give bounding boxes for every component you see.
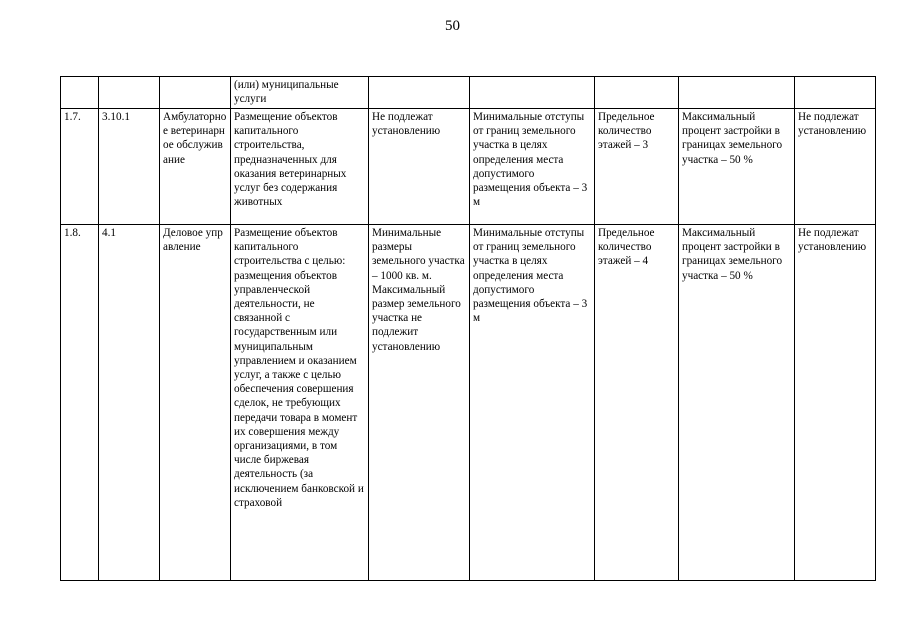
table-row bbox=[61, 109, 876, 225]
table-row bbox=[61, 225, 876, 581]
cell-description: Размещение объектов капитального строительства с целью: размещения объектов управленческой деятельности, не связанной с государственным или муниципальным управлением и оказанием услуг, а также с целью обеспечения совершения сделок, не требующих передачи товара в момент их совершения между организациями, в том числе биржевая деятельность (за исключением банковской и страховой bbox=[231, 225, 369, 581]
cell-setbacks bbox=[470, 77, 595, 109]
cell-name bbox=[160, 77, 231, 109]
cell-setbacks: Минимальные отступы от границ земельного участка в целях определения места допустимого размещения объекта – 3 м bbox=[470, 225, 595, 581]
table-row-continuation bbox=[61, 77, 876, 109]
cell-plot-size: Минимальные размеры земельного участка – 1000 кв. м. Максимальный размер земельного участка не подлежит установлению bbox=[369, 225, 470, 581]
cell-other: Не подлежат установлению bbox=[795, 109, 876, 225]
cell-coverage bbox=[679, 77, 795, 109]
cell-floors: Предельное количество этажей – 3 bbox=[595, 109, 679, 225]
cell-description: Размещение объектов капитального строительства, предназначенных для оказания ветеринарных услуг без содержания животных bbox=[231, 109, 369, 225]
cell-other bbox=[795, 77, 876, 109]
cell-plot-size bbox=[369, 77, 470, 109]
cell-coverage: Максимальный процент застройки в границах земельного участка – 50 % bbox=[679, 225, 795, 581]
cell-description: (или) муниципальные услуги bbox=[231, 77, 369, 109]
cell-number bbox=[61, 77, 99, 109]
cell-code: 3.10.1 bbox=[99, 109, 160, 225]
cell-number: 1.7. bbox=[61, 109, 99, 225]
cell-floors: Предельное количество этажей – 4 bbox=[595, 225, 679, 581]
regulations-table bbox=[60, 76, 876, 581]
cell-other: Не подлежат установлению bbox=[795, 225, 876, 581]
cell-plot-size: Не подлежат установлению bbox=[369, 109, 470, 225]
cell-floors bbox=[595, 77, 679, 109]
cell-name: Амбулаторное ветеринарное обслуживание bbox=[160, 109, 231, 225]
cell-name: Деловое управление bbox=[160, 225, 231, 581]
cell-coverage: Максимальный процент застройки в границах земельного участка – 50 % bbox=[679, 109, 795, 225]
cell-number: 1.8. bbox=[61, 225, 99, 581]
cell-code bbox=[99, 77, 160, 109]
page-number: 50 bbox=[445, 18, 460, 34]
cell-code: 4.1 bbox=[99, 225, 160, 581]
cell-setbacks: Минимальные отступы от границ земельного участка в целях определения места допустимого размещения объекта – 3 м bbox=[470, 109, 595, 225]
